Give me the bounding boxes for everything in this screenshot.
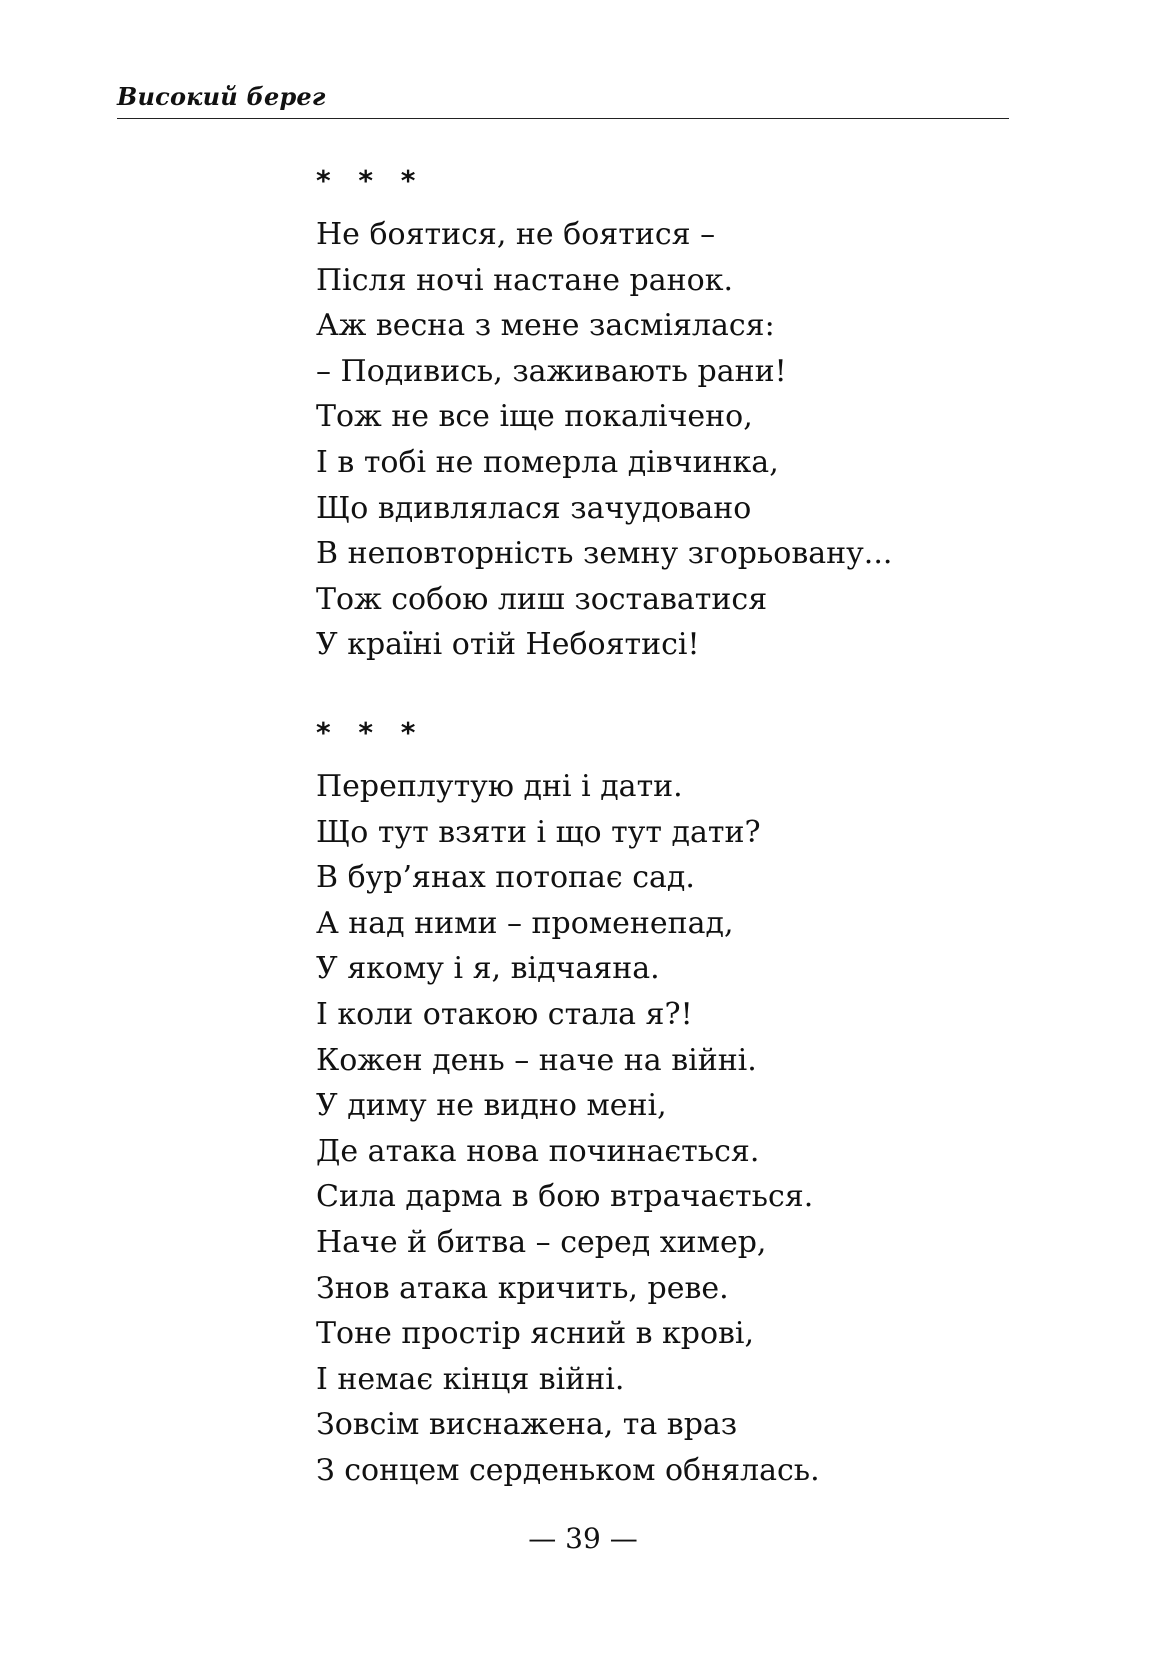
- poem-line: В бур’янах потопає сад.: [316, 860, 695, 896]
- poem-1: [316, 162, 996, 668]
- poem-line: – Подивись, заживають рани!: [316, 353, 787, 389]
- poem-line: З сонцем серденьком обнялась.: [316, 1452, 820, 1488]
- poem-line: У якому і я, відчаяна.: [316, 951, 660, 987]
- poem-line: Кожен день – наче на війні.: [316, 1042, 757, 1078]
- poem-line: Де атака нова починається.: [316, 1133, 760, 1169]
- poem-line: Що тут взяти і що тут дати?: [316, 814, 761, 850]
- poem-line: Після ночі настане ранок.: [316, 262, 733, 298]
- poem-line: Тож собою лиш зоставатися: [316, 581, 768, 617]
- poem-line: І в тобі не померла дівчинка,: [316, 444, 779, 480]
- poem-line: І немає кінця війні.: [316, 1361, 625, 1397]
- poem-line: І коли отакою стала я?!: [316, 996, 693, 1032]
- poem-line: В неповторність земну згорьовану...: [316, 536, 893, 572]
- book-title: Високий берег: [117, 82, 326, 111]
- poem-line: Аж весна з мене засміялася:: [316, 308, 775, 344]
- poem-line: А над ними – променепад,: [316, 905, 734, 941]
- poem-line: Наче й битва – серед химер,: [316, 1224, 767, 1260]
- page-number: — 39 —: [528, 1522, 638, 1555]
- poem-line: У диму не видно мені,: [316, 1088, 667, 1124]
- poem-line: Не боятися, не боятися –: [316, 217, 716, 252]
- poem-line: Тоне простір ясний в крові,: [316, 1316, 755, 1352]
- poem-separator: * * *: [316, 716, 425, 749]
- poem-line: У країні отій Небоятисі!: [316, 627, 700, 663]
- poem-line: Зовсім виснажена, та враз: [316, 1407, 738, 1443]
- poem-2: [316, 714, 996, 1494]
- poem-line: Знов атака кричить, реве.: [316, 1270, 729, 1306]
- poem-line: Що вдивлялася зачудовано: [316, 490, 752, 526]
- poem-separator: * * *: [316, 164, 425, 197]
- poem-line: Тож не все іще покалічено,: [316, 399, 753, 435]
- poem-line: Сила дарма в бою втрачається.: [316, 1179, 814, 1215]
- poem-line: Переплутую дні і дати.: [316, 769, 683, 804]
- running-header: [117, 82, 1009, 119]
